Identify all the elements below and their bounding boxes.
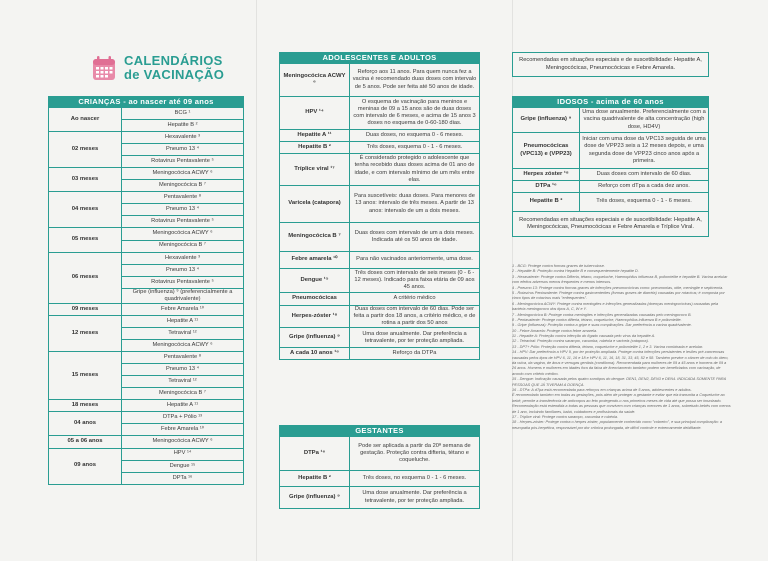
footnote: 3 - Hexavalente: Protege contra Difteria, tétano, coqueluche, Haemophilus influenza B, poliomielite e hepatite B. Vacina acelular com efeitos adversos menos frequentes e menos intensos. (512, 274, 728, 285)
schedule-cell: Duas doses com intervalo de 60 dias. Pode ser feita a partir dos 18 anos, a critério médico, e de rotina a partir dos 50 anos (350, 306, 480, 328)
vaccine-cell: Pentavalente ⁸ (122, 352, 244, 364)
footnote: 17 - Tríplice viral: Protege contra sarampo, caxumba e rubéola. (512, 414, 619, 419)
table-row (49, 228, 244, 240)
vaccine-name-cell: Gripe (influenza) ⁹ (280, 328, 350, 348)
panel-criancas (48, 0, 244, 561)
idosos-heading: IDOSOS - acima de 60 anos (512, 96, 709, 107)
age-cell: Ao nascer (49, 108, 122, 132)
panel-idosos (512, 0, 734, 561)
footnote: 1 - BCG: Protege contra formas graves de tuberculose. (512, 264, 605, 268)
footnote: 5 - Rotavírus Pentavalente: Protege contra gastroenterites (formas graves de diarréia) causadas por rotavírus; é composta por cinco tipos de rotavírus mais "enfrequentes". (512, 290, 725, 301)
table-row (280, 186, 480, 223)
footnote: 18 - Herpes-zóster: Protege contra o herpes zóster, popularmente conhecido como "cobreiro", e sua principal complicação: a neuropatia pós-herpética, responsável por dor crônica prolongada, de difícil controle e extremamente debilitante. (512, 420, 722, 430)
footnote: 11 - Hepatite A: Proteção contra infecção do fígado causada pelo vírus da hepatite A. (512, 334, 656, 339)
vaccine-cell: Tetraviral ¹² (122, 376, 244, 388)
table-row (280, 130, 480, 142)
schedule-cell: Uma dose anualmente. Dar preferência a tetravalente, por ter proteção ampliada. (350, 487, 480, 509)
vaccine-name-cell: Varicela (catapora) (280, 186, 350, 223)
footnote: 15 - Dengue: Indicação causada pelos quatro sorotipos do dengue: DEN1, DEN2, DEN3 e DEN4. INDICADA SOMENTE PARA PESSOAS QUE JÁ TIVERAM A DOENÇA. (512, 377, 727, 387)
brochure-title (92, 54, 224, 81)
schedule-cell: O esquema de vacinação para meninos e meninas de 09 a 15 anos são de duas doses com intervalo de 6 meses, e acima de 15 anos 3 doses no esquema de 0-60-180 dias. (350, 97, 480, 130)
age-cell: 15 meses (49, 352, 122, 400)
schedule-cell: Para suscetíveis: duas doses. Para menores de 13 anos: intervalo de três meses. A partir de 13 anos: intervalo de um a dois meses. (350, 186, 480, 223)
special-situations-note: Recomendadas em situações especiais e de suscetibilidade: Hepatite A, Meningocócicas, Pneumocócicas e Febre Amarela. (512, 52, 709, 77)
vaccine-cell: Pneumo 13 ⁴ (122, 144, 244, 156)
table-row (513, 108, 709, 133)
schedule-cell: Reforço aos 11 anos. Para quem nunca fez a vacina é recomendado duas doses com intervalo de 5 anos. Pode ser feita até 50 anos de idade. (350, 64, 480, 97)
schedule-cell: Três doses com intervalo de seis meses (0 - 6 - 12 meses). Indicado para faixa etária de 09 aos 45 anos. (350, 269, 480, 293)
footnotes (512, 264, 731, 431)
gestantes-heading: GESTANTES (279, 425, 480, 436)
table-row (49, 252, 244, 264)
age-cell: 05 a 06 anos (49, 436, 122, 448)
title-text (124, 54, 224, 81)
age-cell: 04 anos (49, 412, 122, 436)
vaccine-name-cell: Herpes zóster ¹⁸ (513, 169, 580, 181)
table-row (49, 400, 244, 412)
table-row (49, 412, 244, 424)
panel-adolescentes (279, 0, 480, 561)
table-row (280, 97, 480, 130)
calendar-icon (92, 55, 116, 81)
criancas-section (48, 96, 244, 485)
vaccine-cell: Pneumo 13 ⁴ (122, 364, 244, 376)
adolescentes-section (279, 52, 480, 360)
vaccine-cell: Meningocócica ACWY ⁶ (122, 168, 244, 180)
idosos-special-note: Recomendadas em situações especiais e de suscetibilidade: Hepatite A, Meningocócicas, Pneumocócicas e Febre Amarela e Tríplice Viral. (512, 212, 709, 237)
vaccine-name-cell: Meningocócica B ⁷ (280, 223, 350, 252)
vaccine-name-cell: DTPa ¹⁶ (280, 437, 350, 471)
table-row (280, 269, 480, 293)
vaccine-name-cell: Hepatite A ¹¹ (280, 130, 350, 142)
vaccine-name-cell: A cada 10 anos ¹⁶ (280, 348, 350, 360)
schedule-cell: É considerado protegido o adolescente que tenha recebido duas doses acima de 01 ano de idade, e com intervalo mínimo de um mês entre elas. (350, 154, 480, 186)
adolescentes-heading: ADOLESCENTES E ADULTOS (279, 52, 480, 63)
vaccine-cell: Hepatite A ¹¹ (122, 400, 244, 412)
table-row (49, 192, 244, 204)
vaccine-cell: Pentavalente ⁸ (122, 192, 244, 204)
title-line2: de VACINAÇÃO (124, 66, 225, 82)
vaccine-cell: Pneumo 13 ⁴ (122, 264, 244, 276)
table-row (280, 437, 480, 471)
vaccine-name-cell: Pneumocócicas (VPC13) e (VPP23) (513, 133, 580, 169)
age-cell: 09 meses (49, 303, 122, 315)
footnote: 4 - Pneumo 13: Protege contra formas graves de infecções pneumocócicas como: pneumonias, otite, meningite e septicemia. (512, 285, 724, 290)
age-cell: 09 anos (49, 448, 122, 484)
age-cell: 05 meses (49, 228, 122, 252)
vaccine-name-cell: Tríplice viral ¹⁷ (280, 154, 350, 186)
table-row (49, 436, 244, 448)
vaccine-name-cell: Hepatite B ² (280, 471, 350, 487)
schedule-cell: Duas doses com intervalo de 60 dias. (580, 169, 709, 181)
vaccine-cell: Hexavalente ³ (122, 132, 244, 144)
title-line1: CALENDÁRIOS (124, 53, 223, 68)
table-row (280, 142, 480, 154)
schedule-cell: Para não vacinados anteriormente, uma dose. (350, 252, 480, 269)
vaccine-cell: DTPa + Pólio ¹³ (122, 412, 244, 424)
footnote: 16 - DTPa: A dTpa está recomendada para reforços em crianças acima de 5 anos, adolescentes e adultos. (512, 387, 692, 392)
vaccine-cell: Meningocócica B ⁷ (122, 240, 244, 252)
schedule-cell: Pode ser aplicada a partir da 20ª semana de gestação. Proteção contra difteria, tétano e coqueluche. (350, 437, 480, 471)
idosos-table (512, 107, 709, 212)
schedule-cell: Duas doses, no esquema 0 - 6 meses. (350, 130, 480, 142)
vaccine-cell: Rotavirus Pentavalente ⁵ (122, 156, 244, 168)
gestantes-table (279, 436, 480, 509)
vaccine-name-cell: Gripe (influenza) ⁹ (280, 487, 350, 509)
fold-line-left (256, 0, 257, 561)
vaccine-cell: Gripe (influenza) ⁹ (preferencialmente a quadrivalente) (122, 288, 244, 303)
vaccine-name-cell: Hepatite B ² (513, 193, 580, 212)
schedule-cell: Uma dose anualmente. Preferencialmente com a vacina quadrivalente de alta concentração (high dose, HD4V) (580, 108, 709, 133)
table-row (280, 293, 480, 306)
table-row (280, 306, 480, 328)
table-row (280, 64, 480, 97)
table-row (280, 328, 480, 348)
schedule-cell: Reforço da DTPa (350, 348, 480, 360)
table-row (49, 316, 244, 328)
vaccine-name-cell: Pneumocócicas (280, 293, 350, 306)
schedule-cell: A critério médico (350, 293, 480, 306)
footnote: 14 - HPV: Dar preferência a HPV 9, por ter proteção ampliada. Protege contra infecções persistentes e lesões pré-cancerosas causadas pelos tipos de HPV 6, 11, 16 e 18 e HPV 6, 11, 16, 18, 31, 33, 45, 52 e 58. Também previne o câncer de colo do útero, da vulva, da vagina, de ânus e verrugas genitais (condiloma). Recomendada para mulheres de 09 a 45 anos e homens de 09 a 26 anos. Homens e mulheres em idades fora da faixa de licenciamento também podem ser beneficiados com vacinação, de acordo com critério médico. (512, 350, 729, 376)
vaccine-cell: Tetraviral ¹² (122, 328, 244, 340)
schedule-cell: Reforço com dTpa a cada dez anos. (580, 181, 709, 193)
vaccine-name-cell: Herpes-zóster ¹⁸ (280, 306, 350, 328)
footnote: 13 - DPT+ Pólio: Proteção contra difteria, tétano, coqueluche e poliomielite 1, 2 e 3. Vacina combinada e acelular. (512, 344, 704, 349)
vaccine-cell: Rotavirus Pentavalente ⁵ (122, 276, 244, 288)
age-cell: 12 meses (49, 316, 122, 352)
table-row (49, 448, 244, 460)
schedule-cell: Iniciar com uma dose da VPC13 seguida de uma dose de VPP23 seis a 12 meses depois, e uma segunda dose de VPP23 cinco anos após a primeira. (580, 133, 709, 169)
vaccine-name-cell: DTPa ¹⁶ (513, 181, 580, 193)
age-cell: 18 meses (49, 400, 122, 412)
footnote: 12 - Tetraviral: Proteção contra sarampo, caxumba, rubéola e varicela (catapora). (512, 339, 649, 344)
footnote: 6 - Meningocócica ACWY: Protege contra meningites e infecções generalizadas (doenças meningocócicas) causadas pela bactéria meningococo dos tipos A, C, W e Y. (512, 301, 719, 312)
age-cell: 04 meses (49, 192, 122, 228)
schedule-cell: Uma dose anualmente. Dar preferência a tetravalente, por ter proteção ampliada. (350, 328, 480, 348)
vaccine-name-cell: Hepatite B ² (280, 142, 350, 154)
table-row (49, 108, 244, 120)
vaccine-cell: Dengue ¹⁵ (122, 460, 244, 472)
schedule-cell: Três doses, no esquema 0 - 1 - 6 meses. (350, 471, 480, 487)
footnote: 10 - Febre Amarela: Protege contra febre amarela. (512, 328, 598, 333)
vaccine-name-cell: HPV ¹⁴ (280, 97, 350, 130)
vaccine-name-cell: Gripe (influenza) ⁹ (513, 108, 580, 133)
gestantes-section (279, 425, 480, 509)
table-row (280, 471, 480, 487)
adolescentes-table (279, 63, 480, 360)
table-row (280, 487, 480, 509)
vaccine-cell: Febre Amarela ¹⁰ (122, 303, 244, 315)
age-cell: 03 meses (49, 168, 122, 192)
vaccine-cell: Hexavalente ³ (122, 252, 244, 264)
vaccine-cell: Rotavirus Pentavalente ⁵ (122, 216, 244, 228)
table-row (280, 348, 480, 360)
schedule-cell: Três doses, esquema 0 - 1 - 6 meses. (350, 142, 480, 154)
table-row (280, 223, 480, 252)
table-row (280, 252, 480, 269)
vaccine-cell: Pneumo 13 ⁴ (122, 204, 244, 216)
vaccine-cell: Meningocócica B ⁷ (122, 388, 244, 400)
criancas-heading: CRIANÇAS - ao nascer até 09 anos (48, 96, 244, 107)
vaccine-cell: Meningocócica ACWY ⁶ (122, 228, 244, 240)
criancas-table (48, 107, 244, 485)
age-cell: 06 meses (49, 252, 122, 303)
vaccine-cell: BCG ¹ (122, 108, 244, 120)
vaccine-name-cell: Dengue ¹⁵ (280, 269, 350, 293)
vaccine-cell: Hepatite A ¹¹ (122, 316, 244, 328)
vaccine-cell: Meningocócica B ⁷ (122, 180, 244, 192)
vaccine-cell: Meningocócica ACWY ⁶ (122, 340, 244, 352)
table-row (49, 352, 244, 364)
table-row (49, 168, 244, 180)
idosos-section (512, 96, 709, 237)
table-row (49, 132, 244, 144)
age-cell: 02 meses (49, 132, 122, 168)
table-row (513, 193, 709, 212)
vaccine-cell: Febre Amarela ¹⁰ (122, 424, 244, 436)
vaccine-cell: Hepatite B ² (122, 120, 244, 132)
footnote: 8 - Pentavalente: Protege contra difteria, tétano, coqueluche, Haemophilus influenza B e poliomielite. (512, 317, 682, 322)
table-row (513, 181, 709, 193)
footnote: 2 - Hepatite B: Proteção contra Hepatite B e consequentemente hepatite D. (512, 269, 639, 274)
vaccine-name-cell: Meningocócica ACWY ⁶ (280, 64, 350, 97)
vaccine-name-cell: Febre amarela ¹⁰ (280, 252, 350, 269)
footnote: 7 - Meningocócica B: Protege contra meningites e infecções generalizadas causadas pelo meningococo B. (512, 312, 692, 317)
vaccine-cell: Meningocócica ACWY ⁶ (122, 436, 244, 448)
schedule-cell: Três doses, esquema 0 - 1 - 6 meses. (580, 193, 709, 212)
footnote: É recomendado também em todas as gestações, pois além de proteger a gestante e evitar que ela transmita a Coqueluche ao bebê, permite a transferência de anticorpos ao feto protegendo-o nos primeiros meses de vida até que possa ser imunizado. Recomendação está estendida a todas as pessoas que convivem com crianças menores de 1 anos, sobretudo bebês com menos de 1 ano, incluindo familiares, babá, cuidadores e profissionais da saúde. (512, 393, 731, 414)
table-row (513, 133, 709, 169)
vaccine-cell: HPV ¹⁴ (122, 448, 244, 460)
schedule-cell: Duas doses com intervalo de um a dois meses. Indicada até os 50 anos de idade. (350, 223, 480, 252)
table-row (513, 169, 709, 181)
vaccine-cell: DPTa ¹⁶ (122, 472, 244, 484)
table-row (280, 154, 480, 186)
footnote: 9 - Gripe (influenza): Proteção contra a gripe e suas complicações. Dar preferência a vacina quadrivalente. (512, 323, 692, 328)
table-row (49, 303, 244, 315)
